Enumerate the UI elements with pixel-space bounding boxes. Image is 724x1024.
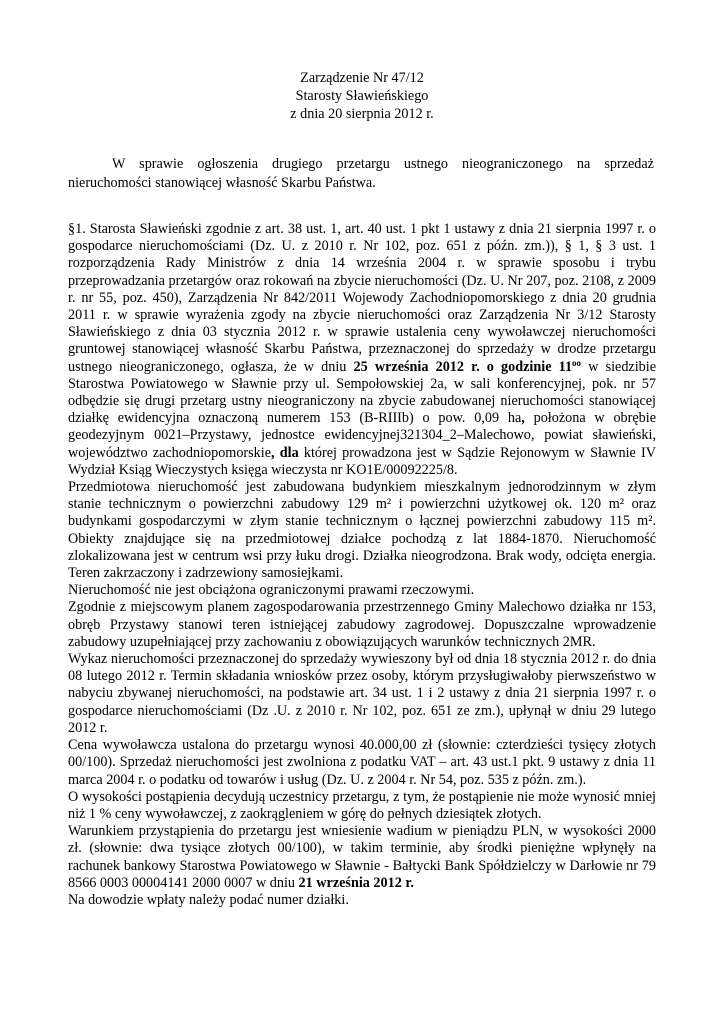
document-header xyxy=(0,69,724,123)
issuing-authority: Starosty Sławieńskiego xyxy=(295,88,429,104)
deposit-deadline: 21 września 2012 r. xyxy=(298,874,414,891)
document-body xyxy=(68,221,656,909)
bold-comma: , xyxy=(521,410,525,427)
starting-price-paragraph: Cena wywoławcza ustalona do przetargu wynosi 40.000,00 zł (słownie: czterdzieści tysięcy złotych 00/100). Sprzedaż nieruchomości jest zwolniona z podatku VAT – art. 43 ust.1 pkt. 9 ustawy z dnia 11 marca 2004 r. o podatku od towarów i usług (Dz. U. z 2004 r. Nr 54, poz. 535 z późn. zm.). xyxy=(68,737,656,788)
auction-time-minutes: oo xyxy=(572,357,582,368)
deposit-paragraph xyxy=(68,823,656,892)
section-1-paragraph xyxy=(68,221,656,479)
section-1-text-b: w siedzibie Starostwa Powiatowego w Sławnie przy ul. Sempołowskiej 2a, w sali konferencyjnej, pok. nr 57 odbędzie się drugi przetarg ustny nieograniczony na zbycie zabudowanej nieruchomości stanowiącej działkę ewidencyjna oznaczoną numerem 153 (B-RIIIb) o pow. 0,09 ha xyxy=(68,358,657,427)
auction-date-text: 25 września 2012 r. o godzinie 11 xyxy=(353,358,573,375)
bid-increment-paragraph: O wysokości postąpienia decydują uczestnicy przetargu, z tym, że postąpienie nie może wynosić mniej niż 1 % ceny wywoławczej, z zaokrągleniem w górę do pełnych dziesiątek złotych. xyxy=(68,788,656,822)
zoning-plan-paragraph: Zgodnie z miejscowym planem zagospodarowania przestrzennego Gminy Malechowo działka nr 153, obręb Przystawy stanowi teren istniejącej zabudowy zagrodowej. Dopuszczalne wprowadzenie zabudowy uzupełniającej przy zachowaniu z obowiązujących warunków technicznych 2MR. xyxy=(68,599,656,650)
encumbrance-paragraph: Nieruchomość nie jest obciążona ograniczonymi prawami rzeczowymi. xyxy=(68,582,475,599)
deposit-text: Warunkiem przystąpienia do przetargu jest wniesienie wadium w pieniądzu PLN, w wysokości 2000 zł. (słownie: dwa tysiące złotych 00/100), w takim terminie, aby środki pieniężne wpłynęły na rachunek bankowy Starostwa Powiatowego w Sławnie - Bałtycki Bank Spółdzielczy w Darłowie nr 79 8566 0003 00004141 2000 0007 w dniu xyxy=(68,823,656,891)
section-1-text-c: położona w obrębie geodezyjnym 0021–Przystawy, jednostce ewidencyjnej321304_2–Malechowo, powiat sławieński, województwo zachodniopomorskie xyxy=(68,410,656,461)
regulation-number: Zarządzenie Nr 47/12 xyxy=(300,70,424,86)
bold-dla: , dla xyxy=(271,444,299,461)
auction-date xyxy=(354,359,582,375)
section-1-text-a: §1. Starosta Sławieński zgodnie z art. 38 ust. 1, art. 40 ust. 1 pkt 1 ustawy z dnia 21 sierpnia 1997 r. o gospodarce nieruchomościami (Dz. U. z 2010 r. Nr 102, poz. 651 z późn. zm.)), § 1, § 3 ust. 1 rozporządzenia Rady Ministrów z dnia 14 września 2004 r. w sprawie sposobu i trybu przeprowadzania przetargów oraz rokowań na zbycie nieruchomości (Dz. U. Nr 207, poz. 2108, z 2009 r. nr 55, poz. 450), Zarządzenia Nr 842/2011 Wojewody Zachodniopomorskiego z dnia 20 grudnia 2011 r. w sprawie wyrażenia zgody na zbycie nieruchomości oraz Zarządzenia Nr 3/12 Starosty Sławieńskiego z dnia 03 stycznia 2012 r. w sprawie ustalenia ceny wywoławczej nieruchomości gruntowej stanowiącej własność Skarbu Państwa, przeznaczonej do sprzedaży w drodze przetargu ustnego nieograniczonego, ogłasza, że w dniu xyxy=(68,221,656,375)
payment-note: Na dowodzie wpłaty należy podać numer działki. xyxy=(68,891,349,908)
regulation-subject: W sprawie ogłoszenia drugiego przetargu ustnego nieograniczonego na sprzedaż nieruchomości stanowiącej własność Skarbu Państwa. xyxy=(68,156,654,191)
property-description-paragraph: Przedmiotowa nieruchomość jest zabudowana budynkiem mieszkalnym jednorodzinnym w złym stanie technicznym o powierzchni zabudowy 129 m² i powierzchni użytkowej ok. 120 m² oraz budynkami gospodarczymi w złym stanie technicznym o łącznej powierzchni zabudowy 115 m². Obiekty znajdujące się na przedmiotowej działce pochodzą z lat 1884-1870. Nieruchomość zlokalizowana jest w centrum wsi przy łuku drogi. Działka nieogrodzona. Brak wody, odcięta energia. Teren zakrzaczony i zadrzewiony samosiejkami. xyxy=(68,479,656,582)
listing-paragraph: Wykaz nieruchomości przeznaczonej do sprzedaży wywieszony był od dnia 18 stycznia 2012 r. do dnia 08 lutego 2012 r. Termin składania wniosków przez osoby, którym przysługiwałoby pierwszeństwo w nabyciu zbywanej nieruchomości, na podstawie art. 34 ust. 1 i 2 ustawy z dnia 21 sierpnia 1997 r. o gospodarce nieruchomościami (Dz .U. z 2010 r. Nr 102, poz. 651 ze zm.), upłynął w dniu 29 lutego 2012 r. xyxy=(68,651,656,736)
section-1-text-d: której prowadzona jest w Sądzie Rejonowym w Sławnie IV Wydział Ksiąg Wieczystych księga wieczysta nr KO1E/00092225/8. xyxy=(68,444,656,478)
regulation-date: z dnia 20 sierpnia 2012 r. xyxy=(290,106,434,122)
